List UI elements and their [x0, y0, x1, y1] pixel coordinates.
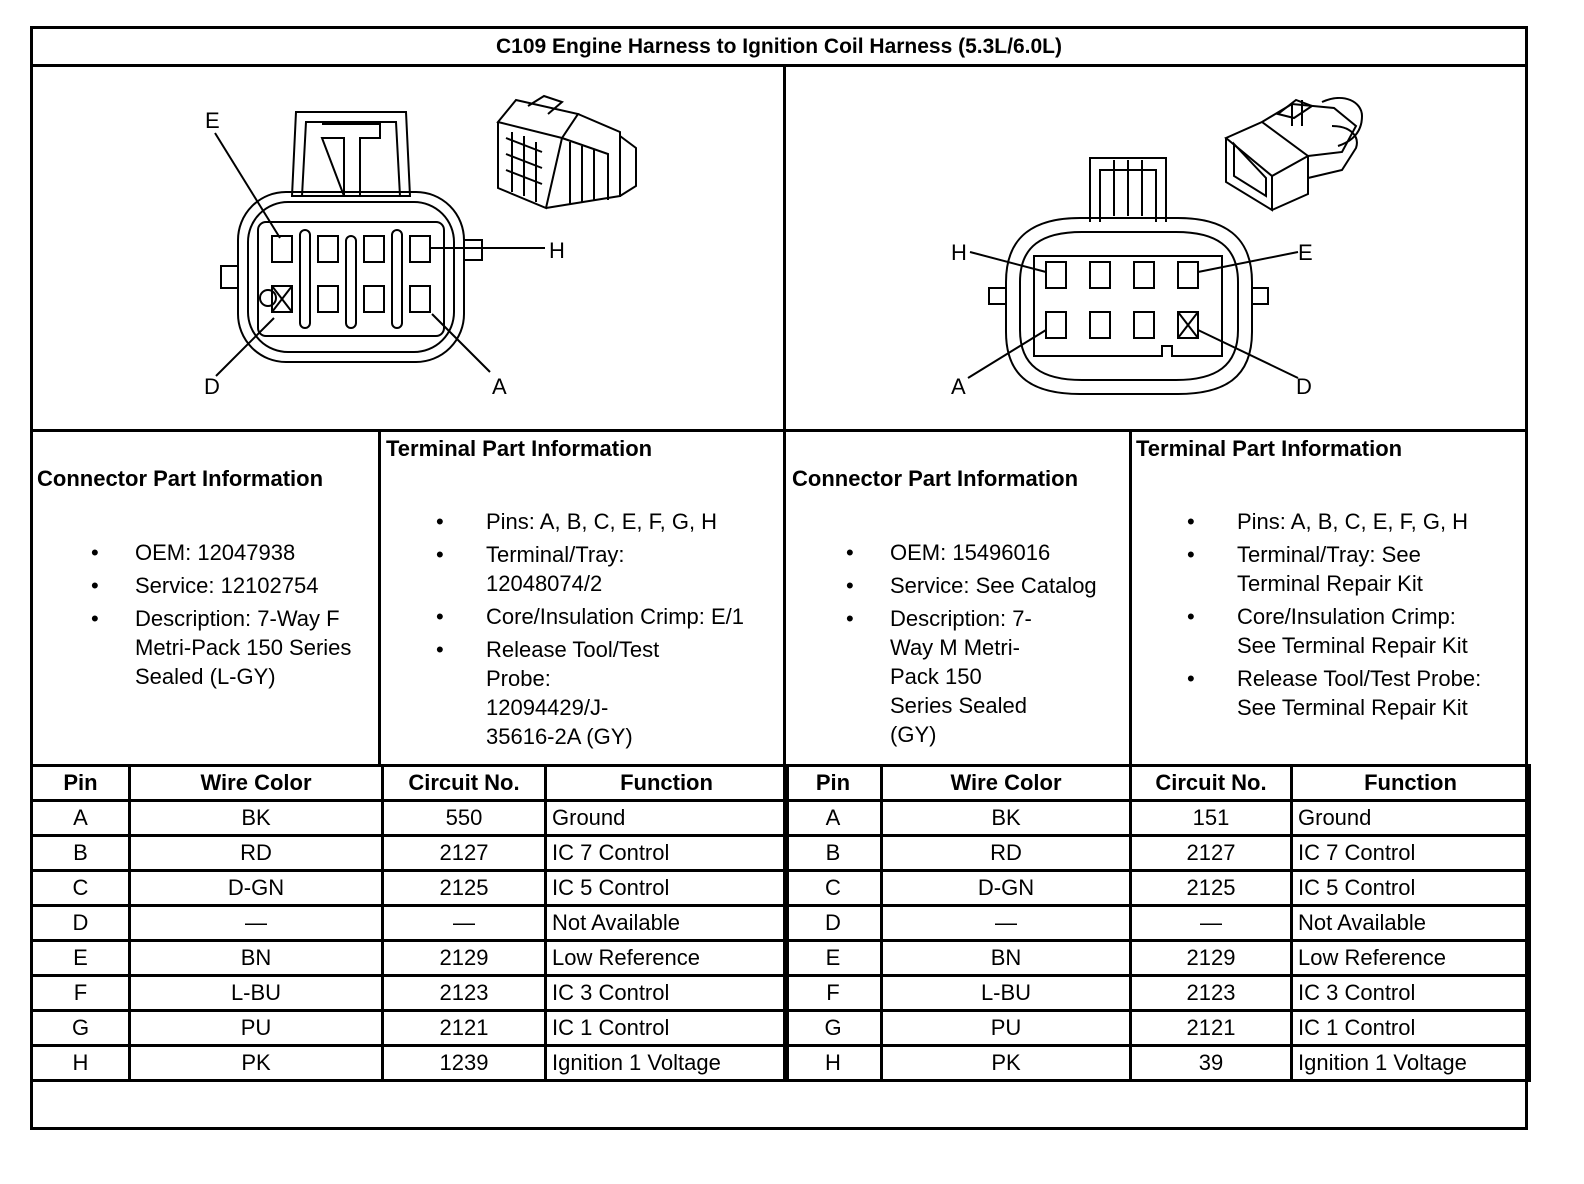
- function-cell: Ignition 1 Voltage: [1292, 1046, 1530, 1081]
- right-terminal-info-tray: • Terminal/Tray: See Terminal Repair Kit: [1133, 540, 1447, 598]
- table-row: [785, 1011, 1530, 1046]
- pin-cell: F: [785, 976, 882, 1011]
- circuit-no-cell: 1239: [383, 1046, 546, 1081]
- table-row: [785, 871, 1530, 906]
- circuit-no-cell: 2129: [383, 941, 546, 976]
- left-pin-table-body: [32, 801, 788, 1081]
- wire-color-cell: RD: [130, 836, 383, 871]
- info-divider-left: [378, 429, 381, 767]
- diagram-title: C109 Engine Harness to Ignition Coil Harness (5.3L/6.0L): [496, 34, 1062, 58]
- pin-label-a: A: [951, 374, 966, 399]
- pin-label-h: H: [951, 240, 967, 265]
- right-pin-table-body: [785, 801, 1530, 1081]
- function-cell: Not Available: [546, 906, 788, 941]
- function-cell: IC 7 Control: [546, 836, 788, 871]
- table-header-row: [32, 766, 788, 801]
- wire-color-cell: —: [882, 906, 1131, 941]
- header-circuit-no: Circuit No.: [1131, 766, 1292, 801]
- header-wire-color: Wire Color: [130, 766, 383, 801]
- function-cell: IC 1 Control: [546, 1011, 788, 1046]
- table-row: [32, 801, 788, 836]
- function-cell: Ground: [546, 801, 788, 836]
- right-terminal-info-release-tool: • Release Tool/Test Probe: See Terminal Repair Kit: [1133, 664, 1525, 722]
- right-connector-info-list: [792, 538, 1128, 749]
- left-terminal-info-heading: Terminal Part Information: [386, 436, 653, 461]
- pin-cell: D: [32, 906, 130, 941]
- header-pin: Pin: [32, 766, 130, 801]
- header-function: Function: [1292, 766, 1530, 801]
- table-row: [32, 906, 788, 941]
- info-divider-center: [783, 429, 786, 767]
- pin-label-d: D: [204, 374, 220, 399]
- table-row: [785, 1046, 1530, 1081]
- pin-label-d: D: [1296, 374, 1312, 399]
- circuit-no-cell: 151: [1131, 801, 1292, 836]
- function-cell: IC 5 Control: [546, 871, 788, 906]
- pin-label-e: E: [1298, 240, 1313, 265]
- pin-label-a: A: [492, 374, 507, 399]
- function-cell: IC 3 Control: [1292, 976, 1530, 1011]
- function-cell: Ignition 1 Voltage: [546, 1046, 788, 1081]
- left-terminal-info-list: [382, 507, 782, 751]
- function-cell: Low Reference: [546, 941, 788, 976]
- circuit-no-cell: 2121: [383, 1011, 546, 1046]
- circuit-no-cell: 2123: [383, 976, 546, 1011]
- pin-cell: D: [785, 906, 882, 941]
- table-row: [32, 836, 788, 871]
- pin-cell: A: [32, 801, 130, 836]
- pin-label-h: H: [549, 238, 565, 263]
- right-terminal-info-list: [1133, 507, 1525, 722]
- pin-label-e: E: [205, 108, 220, 133]
- table-header-row: [785, 766, 1530, 801]
- function-cell: IC 1 Control: [1292, 1011, 1530, 1046]
- function-cell: IC 5 Control: [1292, 871, 1530, 906]
- wire-color-cell: BN: [882, 941, 1131, 976]
- circuit-no-cell: 2125: [1131, 871, 1292, 906]
- wire-color-cell: PK: [130, 1046, 383, 1081]
- table-row: [785, 906, 1530, 941]
- left-connector-info-oem: • OEM: 12047938: [37, 538, 377, 567]
- diagram-center-divider: [783, 64, 786, 432]
- table-row: [32, 1011, 788, 1046]
- header-wire-color: Wire Color: [882, 766, 1131, 801]
- wire-color-cell: PU: [882, 1011, 1131, 1046]
- pin-cell: E: [32, 941, 130, 976]
- table-row: [785, 801, 1530, 836]
- pin-cell: F: [32, 976, 130, 1011]
- left-terminal-info-crimp: • Core/Insulation Crimp: E/1: [382, 602, 782, 631]
- table-row: [32, 976, 788, 1011]
- info-divider-right: [1129, 429, 1132, 767]
- left-connector-info-description: • Description: 7-Way F Metri-Pack 150 Series Sealed (L-GY): [37, 604, 377, 691]
- pin-cell: G: [785, 1011, 882, 1046]
- function-cell: Ground: [1292, 801, 1530, 836]
- right-connector-info-description: • Description: 7-Way M Metri-Pack 150 Series Sealed (GY): [792, 604, 1050, 749]
- header-circuit-no: Circuit No.: [383, 766, 546, 801]
- circuit-no-cell: —: [383, 906, 546, 941]
- function-cell: IC 7 Control: [1292, 836, 1530, 871]
- circuit-no-cell: 2125: [383, 871, 546, 906]
- wire-color-cell: D-GN: [130, 871, 383, 906]
- wire-color-cell: BK: [130, 801, 383, 836]
- right-terminal-info-crimp: • Core/Insulation Crimp: See Terminal Repair Kit: [1133, 602, 1477, 660]
- right-connector-info-service: • Service: See Catalog: [792, 571, 1128, 600]
- circuit-no-cell: 2121: [1131, 1011, 1292, 1046]
- right-connector-info-oem: • OEM: 15496016: [792, 538, 1128, 567]
- pin-cell: C: [785, 871, 882, 906]
- function-cell: IC 3 Control: [546, 976, 788, 1011]
- circuit-no-cell: 2127: [1131, 836, 1292, 871]
- pin-cell: G: [32, 1011, 130, 1046]
- table-row: [785, 941, 1530, 976]
- left-connector-3d-icon: [488, 92, 640, 222]
- left-terminal-info-release-tool: • Release Tool/Test Probe: 12094429/J-35616-2A (GY): [382, 635, 676, 751]
- diagram-bottom-divider: [30, 429, 1528, 432]
- left-terminal-info-pins: • Pins: A, B, C, E, F, G, H: [382, 507, 782, 536]
- wire-color-cell: PK: [882, 1046, 1131, 1081]
- wire-color-cell: BK: [882, 801, 1131, 836]
- circuit-no-cell: 550: [383, 801, 546, 836]
- table-row: [32, 1046, 788, 1081]
- wire-color-cell: RD: [882, 836, 1131, 871]
- circuit-no-cell: 2123: [1131, 976, 1292, 1011]
- right-connector-3d-icon: [1222, 86, 1372, 216]
- function-cell: Low Reference: [1292, 941, 1530, 976]
- left-connector-info-service: • Service: 12102754: [37, 571, 377, 600]
- wire-color-cell: PU: [130, 1011, 383, 1046]
- pin-cell: A: [785, 801, 882, 836]
- circuit-no-cell: 2129: [1131, 941, 1292, 976]
- pin-cell: H: [785, 1046, 882, 1081]
- circuit-no-cell: —: [1131, 906, 1292, 941]
- circuit-no-cell: 39: [1131, 1046, 1292, 1081]
- right-terminal-info-heading: Terminal Part Information: [1136, 436, 1403, 461]
- left-terminal-info-tray: • Terminal/Tray: 12048074/2: [382, 540, 676, 598]
- table-row: [785, 836, 1530, 871]
- header-pin: Pin: [785, 766, 882, 801]
- pin-cell: H: [32, 1046, 130, 1081]
- pin-cell: B: [32, 836, 130, 871]
- left-pin-table: [30, 764, 789, 1082]
- left-connector-info-list: [37, 538, 377, 691]
- wire-color-cell: L-BU: [882, 976, 1131, 1011]
- left-connector-info-heading: Connector Part Information: [37, 466, 324, 491]
- wire-color-cell: L-BU: [130, 976, 383, 1011]
- right-connector-info-heading: Connector Part Information: [792, 466, 1079, 491]
- function-cell: Not Available: [1292, 906, 1530, 941]
- right-terminal-info-pins: • Pins: A, B, C, E, F, G, H: [1133, 507, 1525, 536]
- pin-cell: B: [785, 836, 882, 871]
- pin-cell: E: [785, 941, 882, 976]
- right-pin-table: [783, 764, 1531, 1082]
- wire-color-cell: —: [130, 906, 383, 941]
- table-row: [32, 941, 788, 976]
- pin-cell: C: [32, 871, 130, 906]
- circuit-no-cell: 2127: [383, 836, 546, 871]
- table-row: [32, 871, 788, 906]
- table-row: [785, 976, 1530, 1011]
- wire-color-cell: BN: [130, 941, 383, 976]
- header-function: Function: [546, 766, 788, 801]
- wire-color-cell: D-GN: [882, 871, 1131, 906]
